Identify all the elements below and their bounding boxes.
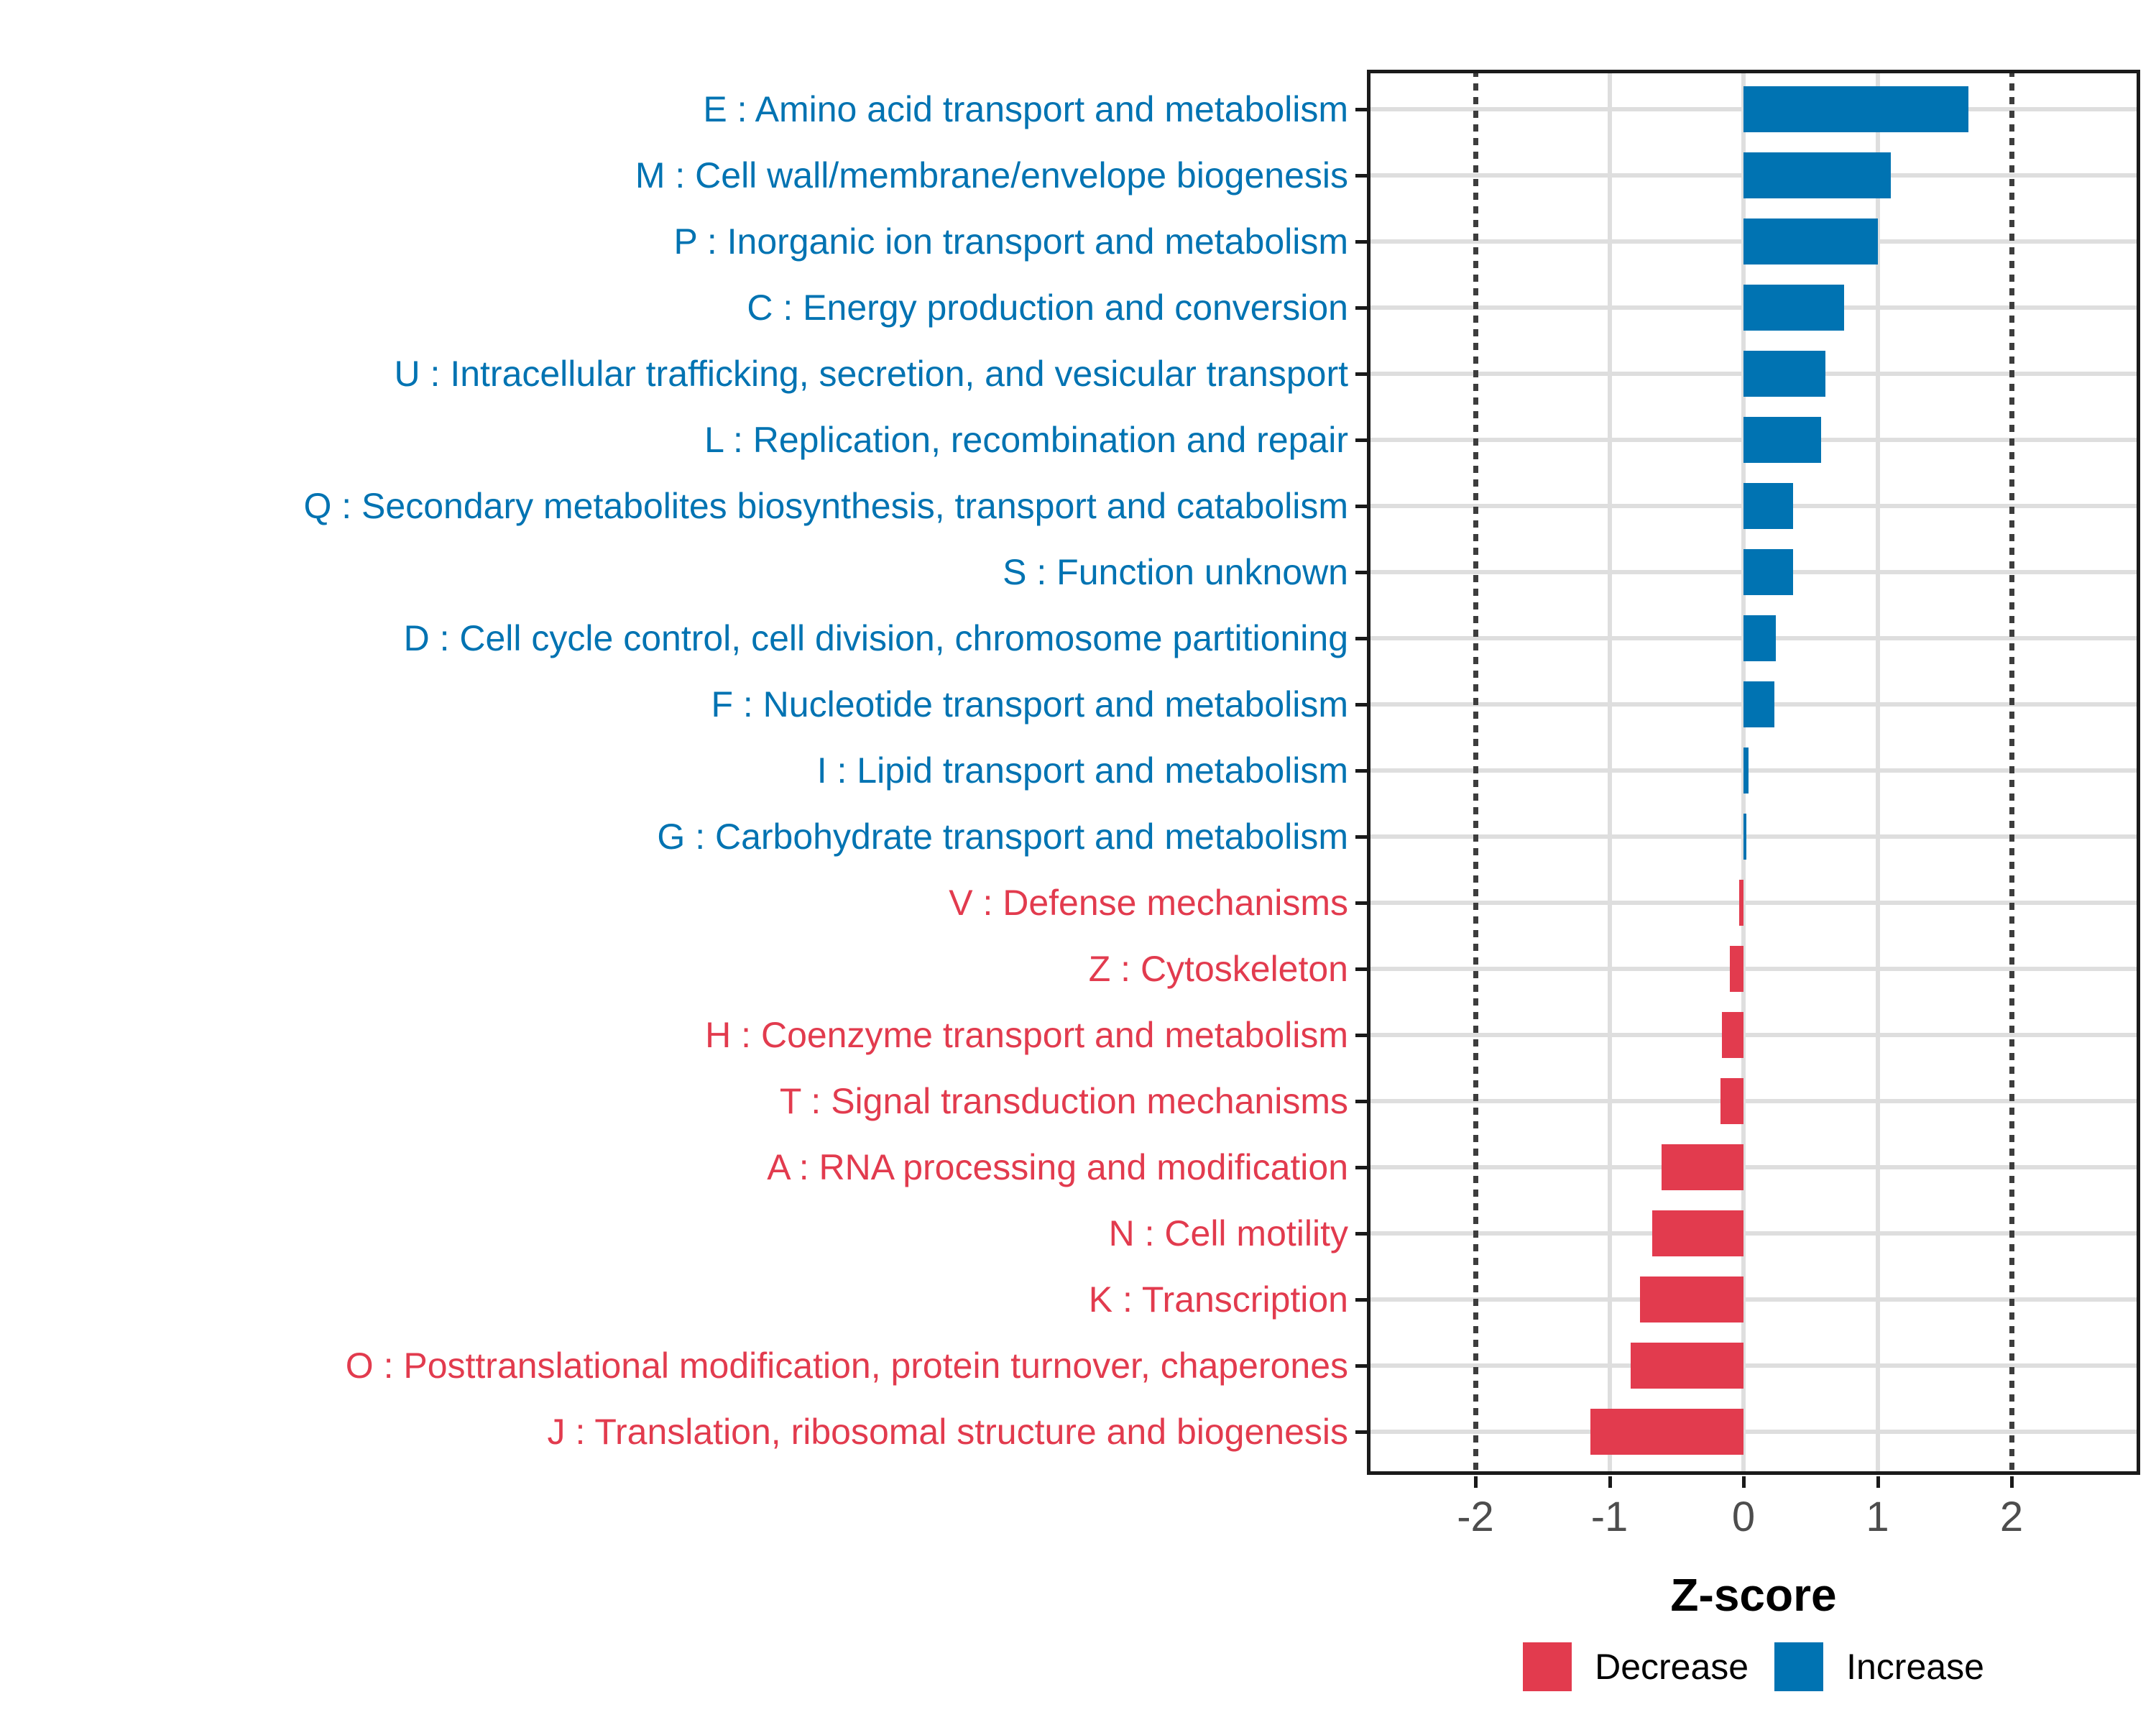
y-tick-J	[1355, 1430, 1367, 1434]
y-tick-N	[1355, 1232, 1367, 1236]
category-label-V: V : Defense mechanisms	[949, 883, 1348, 923]
x-tick-label-1: 1	[1866, 1494, 1889, 1540]
y-tick-S	[1355, 571, 1367, 574]
y-tick-K	[1355, 1298, 1367, 1302]
x-tick-label--1: -1	[1590, 1494, 1628, 1540]
legend	[1367, 1642, 2140, 1691]
bar-P	[1743, 218, 1878, 264]
gridline-row-V	[1367, 901, 2140, 905]
gridline-row-N	[1367, 1231, 2140, 1236]
legend-swatch-increase	[1774, 1642, 1823, 1691]
y-tick-H	[1355, 1034, 1367, 1037]
gridline-row-O	[1367, 1363, 2140, 1368]
y-tick-L	[1355, 438, 1367, 442]
y-tick-I	[1355, 769, 1367, 773]
y-tick-G	[1355, 835, 1367, 839]
gridline-row-J	[1367, 1430, 2140, 1434]
bar-K	[1640, 1276, 1743, 1322]
x-tick-1	[1876, 1476, 1880, 1488]
bar-C	[1743, 285, 1844, 331]
gridline-row-H	[1367, 1033, 2140, 1037]
x-tick-label-2: 2	[1999, 1494, 2024, 1540]
x-tick-2	[2010, 1476, 2014, 1488]
category-label-T: T : Signal transduction mechanisms	[779, 1081, 1348, 1121]
x-tick--2	[1474, 1476, 1478, 1488]
bar-G	[1743, 814, 1746, 860]
y-tick-E	[1355, 108, 1367, 111]
category-label-F: F : Nucleotide transport and metabolism	[711, 684, 1348, 724]
bar-U	[1743, 351, 1825, 397]
category-label-Z: Z : Cytoskeleton	[1088, 949, 1348, 989]
y-tick-Q	[1355, 505, 1367, 508]
bar-T	[1720, 1078, 1743, 1124]
legend-label-decrease: Decrease	[1595, 1647, 1749, 1687]
bar-O	[1631, 1343, 1743, 1389]
bar-I	[1743, 748, 1749, 794]
bar-M	[1743, 152, 1891, 198]
category-label-S: S : Function unknown	[1003, 552, 1348, 592]
gridline-row-Z	[1367, 967, 2140, 971]
bar-F	[1743, 681, 1774, 727]
gridline-row-A	[1367, 1165, 2140, 1169]
y-tick-D	[1355, 637, 1367, 640]
bar-H	[1722, 1012, 1743, 1058]
category-label-U: U : Intracellular trafficking, secretion, and vesicular transport	[394, 354, 1348, 394]
reference-line-x--2	[1473, 70, 1478, 1475]
bar-J	[1590, 1409, 1743, 1455]
category-label-K: K : Transcription	[1088, 1279, 1348, 1320]
y-tick-U	[1355, 372, 1367, 376]
gridline-row-I	[1367, 768, 2140, 773]
y-tick-T	[1355, 1100, 1367, 1103]
category-label-O: O : Posttranslational modification, protein turnover, chaperones	[345, 1346, 1348, 1386]
category-label-I: I : Lipid transport and metabolism	[816, 750, 1348, 791]
y-tick-A	[1355, 1166, 1367, 1169]
category-label-N: N : Cell motility	[1108, 1213, 1348, 1254]
bar-L	[1743, 417, 1821, 463]
x-tick-0	[1742, 1476, 1746, 1488]
category-label-G: G : Carbohydrate transport and metabolism	[657, 816, 1348, 857]
legend-swatch-decrease	[1523, 1642, 1572, 1691]
bar-Z	[1730, 946, 1743, 992]
x-axis-title: Z-score	[1670, 1569, 1837, 1621]
category-label-H: H : Coenzyme transport and metabolism	[705, 1015, 1348, 1055]
gridline-row-K	[1367, 1297, 2140, 1302]
legend-entry-decrease	[1523, 1642, 1749, 1691]
category-label-Q: Q : Secondary metabolites biosynthesis, transport and catabolism	[303, 486, 1348, 526]
legend-entry-increase	[1774, 1642, 1984, 1691]
category-label-J: J : Translation, ribosomal structure and biogenesis	[547, 1412, 1348, 1452]
gridline-row-G	[1367, 834, 2140, 839]
bar-V	[1739, 880, 1743, 926]
category-label-L: L : Replication, recombination and repair	[704, 420, 1348, 460]
legend-label-increase: Increase	[1846, 1647, 1984, 1687]
bar-Q	[1743, 483, 1793, 529]
bar-N	[1652, 1210, 1743, 1256]
bar-D	[1743, 615, 1776, 661]
bar-A	[1662, 1144, 1743, 1190]
x-tick-label--2: -2	[1457, 1494, 1494, 1540]
bar-E	[1743, 86, 1968, 132]
reference-line-x-2	[2009, 70, 2014, 1475]
y-tick-P	[1355, 240, 1367, 244]
category-label-E: E : Amino acid transport and metabolism	[703, 89, 1348, 129]
y-tick-M	[1355, 174, 1367, 178]
category-label-A: A : RNA processing and modification	[767, 1147, 1348, 1187]
category-label-C: C : Energy production and conversion	[747, 288, 1348, 328]
y-tick-Z	[1355, 967, 1367, 971]
category-label-M: M : Cell wall/membrane/envelope biogenesis	[635, 155, 1348, 196]
x-tick--1	[1608, 1476, 1612, 1488]
x-tick-label-0: 0	[1731, 1494, 1756, 1540]
y-tick-F	[1355, 703, 1367, 707]
category-label-P: P : Inorganic ion transport and metabolism	[673, 221, 1348, 262]
y-tick-V	[1355, 901, 1367, 905]
y-tick-C	[1355, 306, 1367, 310]
gridline-row-T	[1367, 1099, 2140, 1103]
y-tick-O	[1355, 1364, 1367, 1368]
category-label-D: D : Cell cycle control, cell division, chromosome partitioning	[403, 618, 1348, 658]
bar-S	[1743, 549, 1793, 595]
